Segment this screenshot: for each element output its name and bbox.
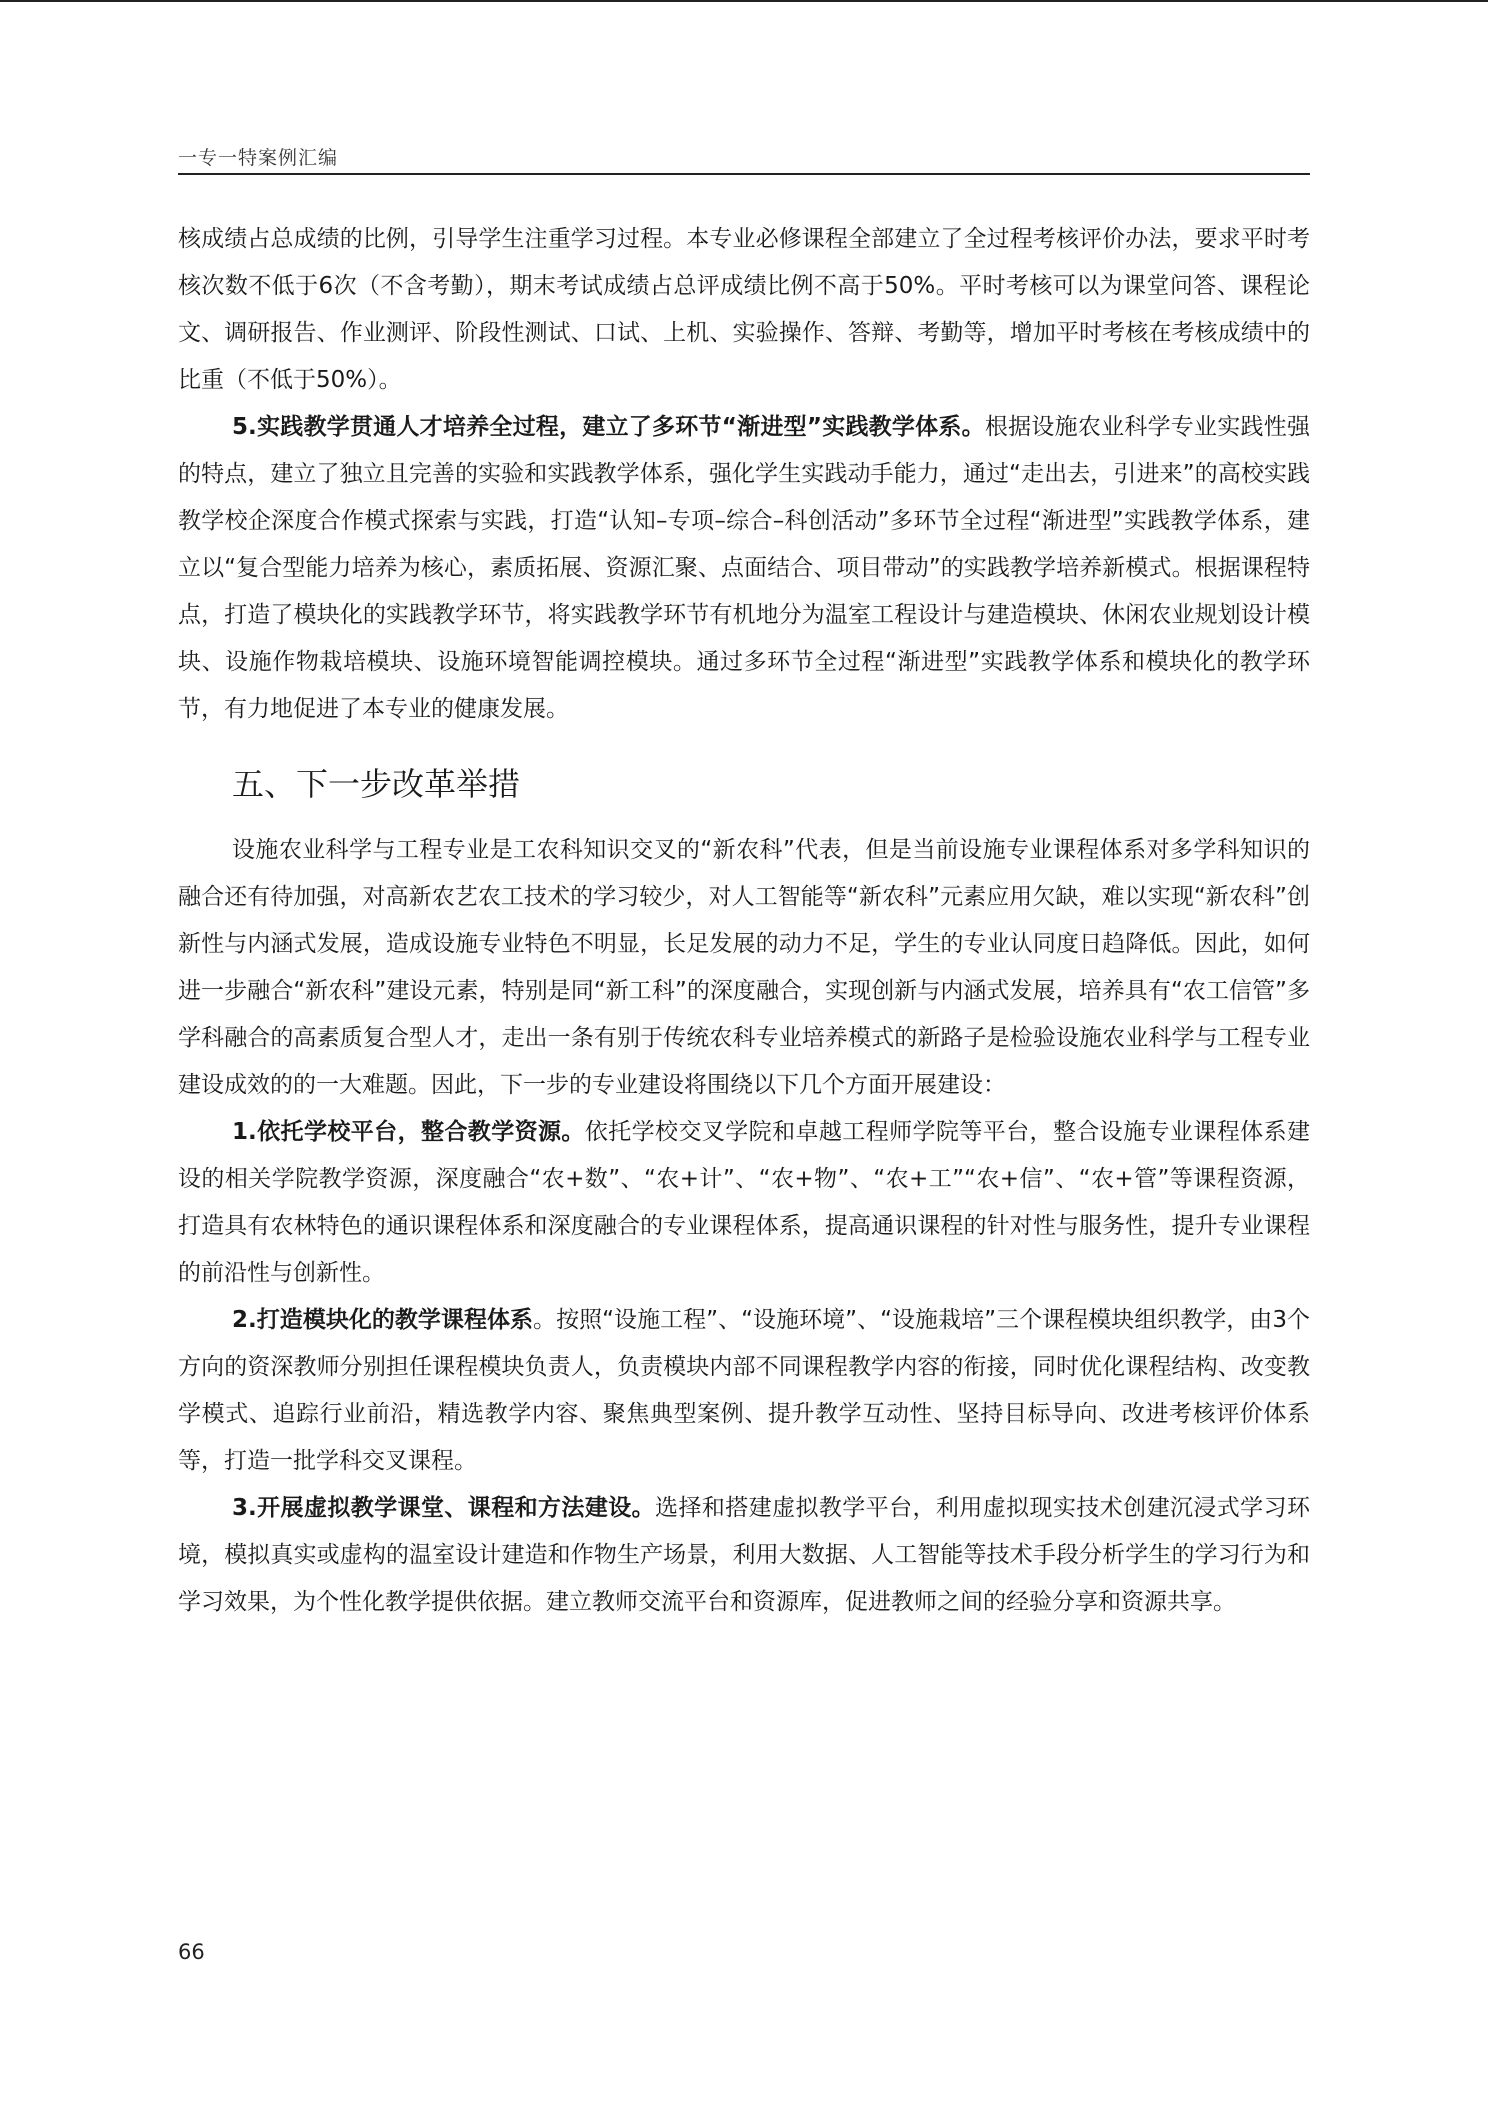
paragraph-lead: 3.开展虚拟教学课堂、课程和方法建设。 [232, 1495, 656, 1521]
top-border-line [0, 0, 1488, 2]
body-paragraph [178, 1297, 1310, 1485]
header-rule [178, 173, 1310, 175]
body-paragraph [178, 404, 1310, 733]
page-number: 66 [178, 1940, 205, 1964]
paragraph-text: 选择和搭建虚拟教学平台，利用虚拟现实技术创建沉浸式学习环境，模拟真实或虚构的温室设计建造和作物生产场景，利用大数据、人工智能等技术手段分析学生的学习行为和学习效果，为个性化教学提供依据。建立教师交流平台和资源库，促进教师之间的经验分享和资源共享。 [178, 1495, 1310, 1615]
paragraph-group-before [178, 216, 1310, 733]
body-paragraph [178, 216, 1310, 404]
paragraph-text: 设施农业科学与工程专业是工农科知识交叉的“新农科”代表，但是当前设施专业课程体系对多学科知识的融合还有待加强，对高新农艺农工技术的学习较少，对人工智能等“新农科”元素应用欠缺，难以实现“新农科”创新性与内涵式发展，造成设施专业特色不明显，长足发展的动力不足，学生的专业认同度日趋降低。因此，如何进一步融合“新农科”建设元素，特别是同“新工科”的深度融合，实现创新与内涵式发展，培养具有“农工信管”多学科融合的高素质复合型人才，走出一条有别于传统农科专业培养模式的新路子是检验设施农业科学与工程专业建设成效的的一大难题。因此，下一步的专业建设将围绕以下几个方面开展建设： [178, 837, 1310, 1098]
paragraph-lead: 1.依托学校平台，整合教学资源。 [232, 1119, 585, 1145]
paragraph-lead: 5.实践教学贯通人才培养全过程，建立了多环节“渐进型”实践教学体系。 [232, 414, 985, 440]
paragraph-text: 。按照“设施工程”、“设施环境”、“设施栽培”三个课程模块组织教学，由3个方向的资深教师分别担任课程模块负责人，负责模块内部不同课程教学内容的衔接，同时优化课程结构、改变教学模式、追踪行业前沿，精选教学内容、聚焦典型案例、提升教学互动性、坚持目标导向、改进考核评价体系等，打造一批学科交叉课程。 [178, 1307, 1310, 1474]
paragraph-group-after [178, 827, 1310, 1626]
paragraph-text: 根据设施农业科学专业实践性强的特点，建立了独立且完善的实验和实践教学体系，强化学生实践动手能力，通过“走出去，引进来”的高校实践教学校企深度合作模式探索与实践，打造“认知–专项–综合–科创活动”多环节全过程“渐进型”实践教学体系，建立以“复合型能力培养为核心，素质拓展、资源汇聚、点面结合、项目带动”的实践教学培养新模式。根据课程特点，打造了模块化的实践教学环节，将实践教学环节有机地分为温室工程设计与建造模块、休闲农业规划设计模块、设施作物栽培模块、设施环境智能调控模块。通过多环节全过程“渐进型”实践教学体系和模块化的教学环节，有力地促进了本专业的健康发展。 [178, 414, 1311, 722]
body-paragraph [178, 1485, 1310, 1626]
paragraph-lead: 2.打造模块化的教学课程体系 [232, 1307, 534, 1333]
body-paragraph [178, 1109, 1310, 1297]
body-paragraph [178, 827, 1310, 1109]
section-heading: 五、下一步改革举措 [232, 765, 521, 803]
page-body [178, 216, 1310, 1626]
running-header: 一专一特案例汇编 [178, 147, 339, 169]
paragraph-text: 核成绩占总成绩的比例，引导学生注重学习过程。本专业必修课程全部建立了全过程考核评价办法，要求平时考核次数不低于6次（不含考勤），期末考试成绩占总评成绩比例不高于50%。平时考核可以为课堂问答、课程论文、调研报告、作业测评、阶段性测试、口试、上机、实验操作、答辩、考勤等，增加平时考核在考核成绩中的比重（不低于50%）。 [178, 226, 1310, 393]
paragraph-text: 依托学校交叉学院和卓越工程师学院等平台，整合设施专业课程体系建设的相关学院教学资源，深度融合“农+数”、“农+计”、“农+物”、“农+工”“农+信”、“农+管”等课程资源，打造具有农林特色的通识课程体系和深度融合的专业课程体系，提高通识课程的针对性与服务性，提升专业课程的前沿性与创新性。 [178, 1119, 1310, 1286]
